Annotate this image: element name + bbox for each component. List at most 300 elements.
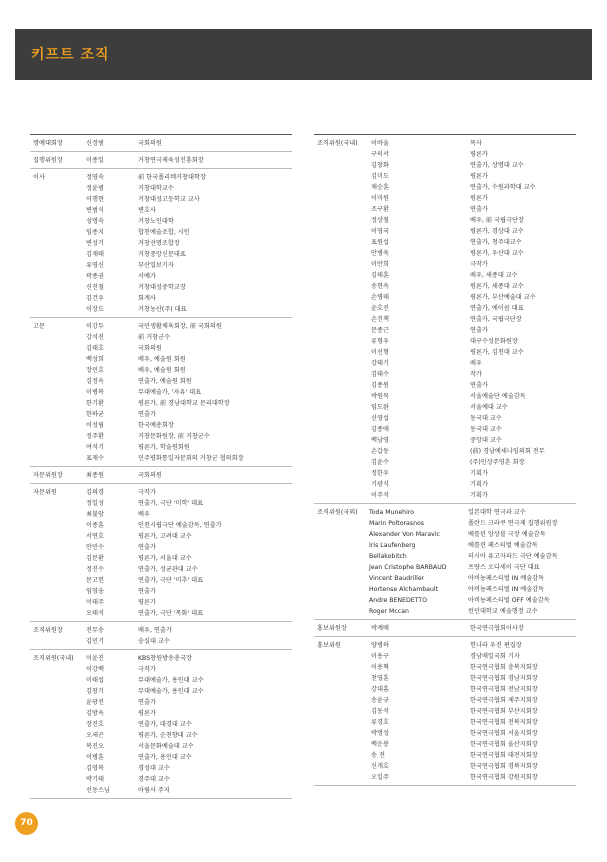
member-name: 손병태 [371, 294, 389, 301]
member-description: 평론가, 前 경남대학교 문리대학장 [138, 400, 230, 407]
member-description: 한국예총회장 [138, 422, 174, 429]
member-description: 평론가, 부산예술대 교수 [470, 294, 536, 301]
role-label: 이사 [33, 174, 45, 181]
roster-group [30, 622, 292, 650]
member-name: 김동석 [371, 708, 389, 715]
role-label: 고문 [33, 323, 45, 330]
member-name: 신정범 [86, 140, 104, 147]
roster-row [30, 752, 292, 763]
member-description: 연출가, 예술원 회원 [138, 378, 192, 385]
member-name: 김윤수 [371, 459, 389, 466]
roster-row [314, 325, 576, 336]
role-label: 집행위원장 [33, 157, 63, 164]
roster-row [30, 442, 292, 453]
member-description: 거창연극제육성진흥회장 [138, 157, 204, 164]
member-name: 김종애 [371, 426, 389, 433]
member-description: 부산일보기자 [138, 262, 174, 269]
member-name: 기광식 [371, 481, 389, 488]
member-name: 이태섭 [86, 677, 104, 684]
member-name: 김건우 [86, 295, 104, 302]
roster-row [314, 149, 576, 160]
roster-row [314, 259, 576, 270]
member-name: 구히서 [371, 151, 389, 158]
member-name: 정상철 [371, 217, 389, 224]
role-label: 자문위원 [33, 489, 57, 496]
member-name: 김창화 [371, 162, 389, 169]
member-description: 연출가, 에이콤 대표 [470, 305, 524, 312]
roster-row [30, 719, 292, 730]
member-description: 중앙대 교수 [470, 437, 502, 444]
roster-row [314, 490, 576, 501]
member-description: 연출가, 상명대 교수 [470, 162, 524, 169]
member-description: 거창중앙신문대표 [138, 251, 186, 258]
member-name: 이태주 [86, 599, 104, 606]
roster-row [314, 673, 576, 684]
member-description: 국회의원 [138, 472, 162, 479]
role-label: 자문위원장 [33, 472, 63, 479]
roster-row [30, 249, 292, 260]
roster-row [30, 155, 292, 166]
member-description: 연출가, 국립극단장 [470, 316, 522, 323]
member-name: 채승훈 [371, 184, 389, 191]
roster-row [314, 750, 576, 761]
member-name: Iris Laufenberg [369, 542, 416, 549]
member-description: 서울문화예술대 교수 [138, 743, 194, 750]
roster-row [30, 238, 292, 249]
member-name: 김창기 [86, 688, 104, 695]
member-description: 기획가 [470, 492, 488, 499]
member-name: 유영신 [86, 262, 104, 269]
member-description: 연출가, 극단 '미학' 대표 [138, 500, 204, 507]
member-name: 박원묵 [371, 393, 389, 400]
roster-row [30, 365, 292, 376]
member-name: 이장도 [86, 306, 104, 313]
roster-row [314, 204, 576, 215]
member-description: 배우, 예술원 회원 [138, 367, 186, 374]
roster-group [314, 504, 576, 620]
member-description: 연출가, 성균관대 교수 [138, 566, 198, 573]
member-name: 신영섭 [371, 415, 389, 422]
member-description: 배우, 세종대 교수 [470, 272, 518, 279]
member-name: 정영숙 [86, 174, 104, 181]
member-name: 이용혁 [371, 664, 389, 671]
roster-row [314, 584, 576, 595]
roster-row [30, 586, 292, 597]
roster-row [314, 651, 576, 662]
roster-row [314, 193, 576, 204]
role-label: 홍보위원장 [317, 625, 347, 632]
member-description: 배우, 前 국립극단장 [470, 217, 524, 224]
member-description: 국회의원 [138, 140, 162, 147]
member-name: 김영복 [86, 765, 104, 772]
roster-row [314, 138, 576, 149]
member-name: 이행현 [86, 196, 104, 203]
roster-row [314, 413, 576, 424]
member-description: 한국연극협회 대전지회장 [470, 752, 538, 759]
roster-row [314, 402, 576, 413]
roster-row [30, 608, 292, 619]
member-description: 극작가 [138, 666, 156, 673]
roster-row [314, 739, 576, 750]
member-description: 배우, 연출가 [138, 627, 172, 634]
member-name: Roger Mccan [369, 608, 409, 615]
role-label: 조직위원(국내) [317, 140, 358, 147]
roster-row [30, 431, 292, 442]
roster-row [30, 675, 292, 686]
member-name: 오일주 [371, 774, 389, 781]
member-name: 조구환 [371, 206, 389, 213]
member-name: 김미도 [371, 173, 389, 180]
member-name: 임도완 [371, 404, 389, 411]
roster-row [314, 391, 576, 402]
roster-row [30, 172, 292, 183]
roster-group [314, 620, 576, 637]
member-name: 백성희 [86, 356, 104, 363]
member-description: 폴란드 크라쿠 연극제 집행위원장 [468, 520, 558, 527]
roster-row [314, 435, 576, 446]
member-description: 거창노인대학 [138, 218, 174, 225]
member-description: 배우 [138, 511, 150, 518]
member-name: 이영국 [371, 228, 389, 235]
member-description: 거창대성중학교장 [138, 284, 186, 291]
member-name: 송윤규 [371, 697, 389, 704]
roster-group [314, 135, 576, 504]
member-description: 숭실대 교수 [138, 638, 170, 645]
member-description: 평론가 [470, 173, 488, 180]
member-name: 선동스님 [86, 787, 110, 794]
member-name: 김의경 [86, 489, 104, 496]
member-description: 연출가, 대경대 교수 [138, 721, 192, 728]
member-name: 임종지 [86, 229, 104, 236]
roster-row [314, 529, 576, 540]
member-description: 대구수성문화원장 [470, 338, 518, 345]
member-name: 변범식 [86, 207, 104, 214]
roster-group [30, 135, 292, 152]
member-description: 평론가, 우산대 교수 [470, 250, 524, 257]
roster-row [30, 332, 292, 343]
roster-row [30, 453, 292, 464]
roster-row [314, 706, 576, 717]
member-description: 서예가 [138, 273, 156, 280]
member-description: 동국대 교수 [470, 415, 502, 422]
member-name: 박기태 [86, 776, 104, 783]
roster-row [30, 653, 292, 664]
member-name: 안병욱 [371, 250, 389, 257]
roster-row [30, 183, 292, 194]
roster-row [30, 282, 292, 293]
member-name: 이바울 [371, 140, 389, 147]
member-name: 이병복 [86, 389, 104, 396]
member-description: 평론가, 학술원회원 [138, 444, 190, 451]
roster-row [314, 540, 576, 551]
roster-row [314, 380, 576, 391]
member-name: 김태수 [371, 371, 389, 378]
member-description: 국회의원 [138, 345, 162, 352]
member-name: 이윤진 [86, 655, 104, 662]
roster-group [30, 650, 292, 799]
member-description: 한국연극협회 강원지회장 [470, 774, 538, 781]
roster-row [314, 314, 576, 325]
roster-row [30, 625, 292, 636]
roster-row [30, 138, 292, 149]
member-description: 한국연극협회 전북지회장 [470, 719, 538, 726]
member-name: 장민호 [86, 367, 104, 374]
member-description: 아비뇽페스티벌 OFF 예술감독 [468, 597, 550, 604]
roster-row [30, 520, 292, 531]
member-description: 前 거창군수 [138, 334, 171, 341]
member-name: 이종훈 [86, 522, 104, 529]
member-name: 윤호진 [371, 305, 389, 312]
member-name: 장진호 [86, 721, 104, 728]
member-name: 표원섭 [371, 239, 389, 246]
member-name: 정윤범 [86, 185, 104, 192]
member-name: Toda Munehiro [369, 509, 415, 516]
member-description: 일본대학 연극과 교수 [468, 509, 526, 516]
roster-row [30, 227, 292, 238]
member-description: 평론가 [138, 599, 156, 606]
roster-row [314, 507, 576, 518]
roster-row [314, 248, 576, 259]
roster-group [30, 169, 292, 318]
member-description: 한국연극협회 경북지회장 [470, 763, 538, 770]
role-label: 홍보위원 [317, 642, 341, 649]
member-description: 헌나라 우진 편집장 [470, 642, 522, 649]
member-description: KBS창원방송총국장 [138, 655, 192, 662]
roster-row [314, 573, 576, 584]
roster-row [314, 518, 576, 529]
roster-row [314, 761, 576, 772]
roster-row [314, 623, 576, 634]
member-name: 강석진 [86, 334, 104, 341]
member-description: 아비뇽페스티벌 IN 예술감독 [468, 586, 545, 593]
roster-row [314, 215, 576, 226]
member-name: 김종원 [371, 382, 389, 389]
page-title: 키프트 조직 [31, 47, 110, 63]
member-description: 평론가 [470, 195, 488, 202]
member-name: Vincent Baudriller [369, 575, 425, 582]
member-description: 인천시립극단 예술감독, 연출가 [138, 522, 222, 529]
member-description: 한국연극협회 충북지회장 [470, 664, 538, 671]
roster-row [30, 785, 292, 796]
member-description: 회계사 [138, 295, 156, 302]
member-name: Bellakobitch [369, 553, 407, 560]
member-description: 평론가, 순천향대 교수 [138, 732, 198, 739]
member-name: 이주석 [371, 492, 389, 499]
roster-row [314, 468, 576, 479]
member-name: 백운봉 [371, 741, 389, 748]
member-name: 성명숙 [86, 218, 104, 225]
roster-row [30, 564, 292, 575]
member-description: 프랑스 오디세이 극단 대표 [468, 564, 540, 571]
member-description: 거창대성고등학교 교사 [138, 196, 200, 203]
member-description: 연출가, 극단 '목화' 대표 [138, 610, 204, 617]
roster-group [30, 467, 292, 484]
member-description: 아비뇽페스티벌 IN 예술감독 [468, 575, 545, 582]
roster-row [30, 597, 292, 608]
roster-row [30, 260, 292, 271]
member-description: 무대예술가, 용인대 교수 [138, 688, 204, 695]
roster-row [314, 595, 576, 606]
member-name: Marin Poltorasnos [369, 520, 424, 527]
member-name: 최불암 [86, 511, 104, 518]
member-description: 前 한국폴리텍거창대학장 [138, 174, 206, 181]
member-name: 박계배 [371, 625, 389, 632]
member-description: 거창대학교수 [138, 185, 174, 192]
member-description: 합천예술조합, 시인 [138, 229, 190, 236]
role-label: 조직위원장 [33, 627, 63, 634]
roster-row [314, 347, 576, 358]
roster-row [314, 662, 576, 673]
member-name: Jean Cristophe BARBAUD [369, 564, 447, 571]
member-description: 한국연극협회 서울지회장 [470, 730, 538, 737]
member-description: 한국연극협회이사장 [470, 625, 524, 632]
member-description: 목사 [470, 140, 482, 147]
member-name: 송 전 [371, 752, 385, 759]
member-description: 배우 [470, 360, 482, 367]
roster-row [314, 237, 576, 248]
roster-row [30, 774, 292, 785]
member-name: 이선형 [371, 349, 389, 356]
member-description: 국민생활체육회장, 前 국회의원 [138, 323, 222, 330]
member-name: 천영훈 [371, 675, 389, 682]
roster-row [30, 575, 292, 586]
roster-row [30, 321, 292, 332]
member-description: 연출가 [138, 411, 156, 418]
roster-row [30, 763, 292, 774]
roster-row [314, 479, 576, 490]
member-name: 한하균 [86, 411, 104, 418]
member-description: 서울예대 교수 [470, 404, 508, 411]
roster-row [30, 376, 292, 387]
member-name: 최종원 [86, 472, 104, 479]
member-name: 윤광진 [86, 699, 104, 706]
member-name: 이강백 [86, 666, 104, 673]
member-description: 평론가, 경상대 교수 [470, 228, 524, 235]
member-name: Alexander Von Maravic [369, 531, 440, 538]
roster-row [314, 684, 576, 695]
member-description: 경성대 교수 [138, 765, 170, 772]
roster-row [314, 695, 576, 706]
roster-row [314, 562, 576, 573]
member-name: 표재수 [86, 455, 104, 462]
roster-group [30, 484, 292, 622]
roster-row [30, 664, 292, 675]
member-description: 연출가 [470, 327, 488, 334]
member-name: 김방옥 [86, 710, 104, 717]
roster-row [314, 551, 576, 562]
roster-row [30, 531, 292, 542]
roster-row [314, 358, 576, 369]
member-name: 양병하 [371, 642, 389, 649]
member-description: 한국연극협회 경남지회장 [470, 675, 538, 682]
member-name: 변성기 [86, 240, 104, 247]
roster-row [30, 708, 292, 719]
roster-row [30, 194, 292, 205]
member-description: 연출가 [138, 588, 156, 595]
member-name: 이병훈 [86, 754, 104, 761]
member-name: 이미원 [371, 195, 389, 202]
roster-row [30, 730, 292, 741]
member-name: 오태석 [86, 610, 104, 617]
member-name: 정일성 [86, 500, 104, 507]
member-description: 거창선명조합장 [138, 240, 180, 247]
member-description: 경남매일국회 기자 [470, 653, 520, 660]
member-name: 송현옥 [371, 283, 389, 290]
member-name: 박명성 [371, 730, 389, 737]
member-description: 거창농산(주) 대표 [138, 306, 187, 313]
roster-row [30, 509, 292, 520]
roster-row [30, 398, 292, 409]
member-name: 이만희 [371, 261, 389, 268]
member-description: 연출가, 용인대 교수 [138, 754, 192, 761]
member-description: 연출가 [138, 699, 156, 706]
roster-row [30, 697, 292, 708]
member-description: 아림사 주지 [138, 787, 170, 794]
member-name: 곽종권 [86, 273, 104, 280]
roster-row [314, 160, 576, 171]
member-description: 극작가 [470, 261, 488, 268]
role-label: 조직위원(국외) [317, 509, 358, 516]
roster-row [30, 498, 292, 509]
roster-row [30, 542, 292, 553]
roster-row [30, 553, 292, 564]
member-description: 거창문화원장, 前 거창군수 [138, 433, 210, 440]
member-description: 연출가 [138, 544, 156, 551]
right-roster-column [314, 134, 576, 786]
member-name: 김재태 [86, 251, 104, 258]
member-description: 동국대 교수 [470, 426, 502, 433]
roster-row [314, 772, 576, 783]
member-name: 김태훈 [371, 272, 389, 279]
member-description: 연출가, 극단 '미추' 대표 [138, 577, 204, 584]
member-name: 류경호 [371, 719, 389, 726]
member-description: 무대예술가, 용인대 교수 [138, 677, 204, 684]
roster-row [314, 171, 576, 182]
member-description: 무대예술가, '자유' 대표 [138, 389, 202, 396]
member-description: 연출가, 수원과학대 교수 [470, 184, 536, 191]
roster-row [30, 216, 292, 227]
roster-row [314, 457, 576, 468]
member-description: 연출가 [470, 382, 488, 389]
roster-row [314, 424, 576, 435]
member-name: 복진오 [86, 743, 104, 750]
member-description: 평론가, 김천대 교수 [470, 349, 524, 356]
member-name: 문고헌 [86, 577, 104, 584]
member-name: Hortense Alchambault [369, 586, 439, 593]
member-name: 김문환 [86, 555, 104, 562]
member-description: 한국연극협회 울산지회장 [470, 741, 538, 748]
left-roster-column [30, 134, 292, 799]
roster-row [30, 354, 292, 365]
member-description: 평론가, 세종대 교수 [470, 283, 524, 290]
member-name: 신개호 [371, 763, 389, 770]
page-header [15, 29, 592, 80]
member-description: 베를린 페스티벌 예술감독 [468, 542, 538, 549]
roster-row [30, 205, 292, 216]
roster-row [314, 336, 576, 347]
roster-row [314, 270, 576, 281]
member-name: 임영웅 [86, 588, 104, 595]
member-name: 여석기 [86, 444, 104, 451]
member-name: 안민수 [86, 544, 104, 551]
roster-row [314, 226, 576, 237]
member-description: 연출가 [470, 206, 488, 213]
member-name: 정주환 [86, 433, 104, 440]
member-name: 정진수 [86, 566, 104, 573]
member-name: 서연호 [86, 533, 104, 540]
roster-row [314, 606, 576, 617]
roster-row [30, 409, 292, 420]
